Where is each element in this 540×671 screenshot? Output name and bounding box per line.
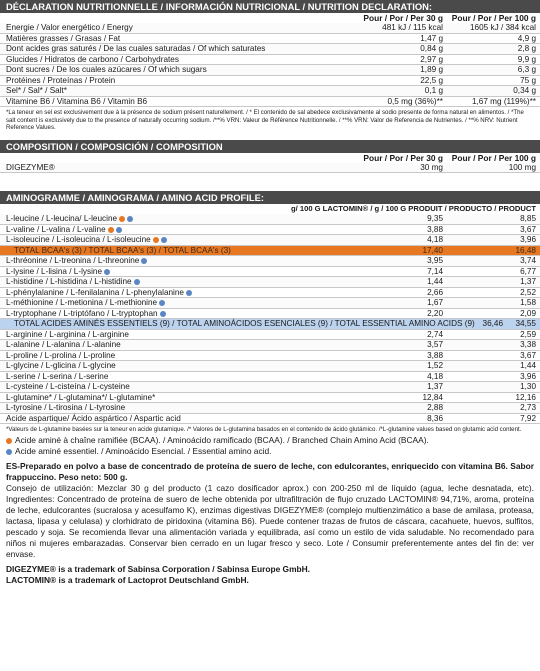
row-label: L-glycine / L-glicina / L-glycine (6, 361, 116, 371)
body-text (0, 461, 540, 586)
trademark-digezyme: DIGEZYME® is a trademark of Sabinsa Corporation / Sabinsa Europe GmbH. (6, 563, 311, 574)
row-value-col1: 17,40 (422, 245, 443, 255)
table-row (0, 393, 540, 404)
blue-dot-icon (186, 290, 192, 296)
row-label: L-tyrosine / L-tirosina / L-tyrosine (6, 403, 126, 413)
row-value-col2: 1,37 (520, 277, 536, 287)
table-row (0, 256, 540, 267)
row-label: Glucides / Hidratos de carbono / Carbohydrates (6, 54, 179, 64)
row-value-col1: 36,46 (482, 319, 504, 329)
row-label: L-histidine / L-histidina / L-histidine (0, 277, 358, 287)
table-row (0, 55, 540, 66)
table-row (0, 97, 540, 108)
composition-col1-header: Pour / Por / Per 30 g (363, 152, 443, 163)
table-row (0, 23, 540, 34)
row-value-col1: 3,88 (427, 224, 443, 234)
table-row (0, 246, 540, 257)
row-value-col1: 2,20 (427, 308, 443, 318)
row-value-col2: 0,34 g (513, 86, 536, 95)
orange-dot-icon (153, 237, 159, 243)
row-value-col1: 2,88 (427, 403, 443, 413)
row-label: L-lysine / L-lisina / L-lysine (0, 267, 358, 277)
orange-dot-icon (119, 216, 125, 222)
nutrition-col2-header: Pour / Por / Per 100 g (451, 13, 536, 23)
table-row (0, 351, 540, 362)
row-label: L-alanine / L-alanina / L-alanine (6, 340, 121, 350)
row-value-col2: 34,55 (515, 319, 536, 329)
row-value-col2: 2,09 (520, 308, 536, 318)
row-label: Acide aspartique/ Ácido aspártico / Aspartic acid (6, 413, 181, 423)
table-row (0, 44, 540, 55)
blue-dot-icon (116, 227, 122, 233)
row-value-col2: 2,73 (520, 403, 536, 413)
table-row (0, 214, 540, 225)
table-row (0, 65, 540, 76)
row-value-col2: 3,96 (520, 235, 536, 245)
table-row (0, 309, 540, 320)
table-row (0, 403, 540, 414)
row-label: L-glutamine* / L-glutamina*/ L-glutamine* (6, 392, 156, 402)
usage-ingredients: Consejo de utilización: Mezclar 30 g del producto (1 cazo dosificador aprox.) con 200-250 ml de líquido (agua, leche desnatada, etc). Ingredientes: Concentrado de proteína de suero de leche obtenida por ultrafiltración de flujo cruzado LACTOMIN® 94,71%, aroma, proteína de leche, edulcorantes (sucralosa y acesulfamo K), enzimas digestivas DIGEZYME® (complejo multienzimático a base de amilasa, proteasa, lactasa, lipasa y celulasa) y clorhidrato de piridoxina (vitamina B6). Puede contener trazas de frutos de cáscara, cacahuete, huevos, sulfitos, pescado y soja. Se recomienda llevar una alimentación variada y equilibrada, así como un estilo de vida saludable. No recomendado para niños ni mujeres embarazadas. Conservar bien cerrado en un lugar fresco y seco. Lote / Consumir preferentemente antes del fin de: ver envase. (6, 482, 534, 559)
row-value-col2: 100 mg (508, 162, 536, 172)
row-label: L-tryptophane / L-triptófano / L-tryptophan (0, 309, 358, 319)
row-value-col1: 1,89 g (420, 65, 443, 74)
legend-bcaa: Acide aminé à chaîne ramifiée (BCAA). / Aminoácido ramificado (BCAA). / Branched Chain Amino Acid (BCAA). (0, 435, 540, 446)
aminogram-col-header: g/ 100 G LACTOMIN® / g / 100 G PRODUIT / PRODUCTO / PRODUCT (291, 204, 536, 214)
row-value-col2: 9,9 g (517, 54, 536, 64)
row-value-col2: 1,58 (520, 298, 536, 308)
aminogram-title: AMINOGRAMME / AMINOGRAMA / AMINO ACID PROFILE: (0, 191, 540, 204)
row-label: L-thréonine / L-treonina / L-threonine (0, 256, 358, 266)
table-row (0, 288, 540, 299)
blue-dot-icon (6, 449, 12, 455)
row-value-col1: 12,84 (422, 392, 443, 402)
row-value-col2: 8,85 (520, 214, 536, 224)
nutrition-section (0, 0, 540, 132)
orange-dot-icon (108, 227, 114, 233)
row-value-col1: 1,44 (427, 277, 443, 287)
row-label: L-proline / L-prolina / L-proline (6, 350, 116, 360)
table-row (0, 34, 540, 45)
row-value-col1: 2,66 (427, 287, 443, 297)
row-value-col2: 75 g (520, 75, 536, 85)
table-row (0, 414, 540, 425)
nutrition-table (0, 23, 540, 107)
row-label: Energie / Valor energético / Energy (6, 23, 133, 32)
row-value-col1: 7,14 (427, 266, 443, 276)
nutrition-header (0, 13, 540, 23)
row-value-col2: 3,74 (520, 256, 536, 266)
aminogram-table (0, 214, 540, 424)
row-value-col1: 0,1 g (424, 86, 443, 95)
nutrition-title: DÉCLARATION NUTRITIONNELLE / INFORMACIÓN NUTRICIONAL / NUTRITION DECLARATION: (0, 0, 540, 13)
row-value-col2: 12,16 (515, 392, 536, 402)
row-label: Dont acides gras saturés / De las cuales saturadas / Of which saturates (6, 44, 266, 53)
trademark-lactomin: LACTOMIN® is a trademark of Lactoprot Deutschland GmbH. (6, 574, 249, 585)
blue-dot-icon (141, 258, 147, 264)
row-label: L-valine / L-valina / L-valine (0, 225, 358, 235)
row-value-col1: 2,74 (427, 329, 443, 339)
row-value-col2: 3,96 (520, 371, 536, 381)
table-row (0, 76, 540, 87)
row-value-col1: 3,88 (427, 350, 443, 360)
product-description: ES-Preparado en polvo a base de concentrado de proteína de suero de leche, con edulcorantes, enriquecido con vitamina B6. Sabor frappuccino. Peso neto: 500 g. (6, 460, 534, 482)
blue-dot-icon (160, 311, 166, 317)
blue-dot-icon (159, 300, 165, 306)
row-value-col1: 1,47 g (420, 33, 443, 43)
nutrition-note: *La teneur en sel est exclusivement due à la présence de sodium présent naturellement. / * El contenido de sal abedece exclusivamente al sodio presente de forma natural en alimentos. / *The salt content is exclusively due to the presence of naturally occurring sodium. /**% VRN: Valeur de Référence Nutritionnelle. / **% VRN: Valor de Referencia de Nutrientes. / **% NRV: Nutrient Reference Values. (6, 109, 524, 132)
row-label: Matières grasses / Grasas / Fat (6, 33, 121, 43)
table-row (0, 86, 540, 97)
row-value-col2: 1,67 mg (119%)** (471, 96, 536, 106)
row-value-col1: 22,5 g (420, 75, 443, 85)
table-row (0, 382, 540, 393)
row-value-col2: 1,30 (520, 382, 536, 392)
table-row (0, 163, 540, 174)
legend-essential: Acide aminé essentiel. / Aminoácido Esencial. / Essential amino acid. (0, 446, 540, 457)
row-value-col1: 1,52 (427, 361, 443, 371)
table-row (0, 319, 540, 330)
composition-title: COMPOSITION / COMPOSICIÓN / COMPOSITION (0, 140, 540, 153)
row-label: TOTAL BCAA's (3) / TOTAL BCAA's (3) / TOTAL BCAA's (3) (14, 245, 231, 255)
row-label: TOTAL ACIDES AMINÉS ESSENTIELS (9) / TOTAL AMINOÁCIDOS ESENCIALES (9) / TOTAL ESSENTIAL AMINO ACIDS (9) (14, 319, 475, 329)
table-row (0, 277, 540, 288)
table-row (0, 330, 540, 341)
row-label: Vitamine B6 / Vitamina B6 / Vitamin B6 (6, 96, 148, 106)
row-label: L-phénylalanine / L-fenilalanina / L-phenylalanine (0, 288, 358, 298)
row-value-col1: 3,57 (427, 340, 443, 350)
row-value-col1: 30 mg (420, 162, 443, 172)
table-row (0, 340, 540, 351)
row-value-col1: 1,37 (427, 382, 443, 392)
blue-dot-icon (127, 216, 133, 222)
row-value-col2: 1,44 (520, 361, 536, 371)
row-value-col2: 2,59 (520, 329, 536, 339)
row-value-col1: 9,35 (427, 214, 443, 224)
table-row (0, 361, 540, 372)
row-value-col2: 1605 kJ / 384 kcal (470, 23, 536, 32)
row-value-col1: 4,18 (427, 371, 443, 381)
table-row (0, 235, 540, 246)
composition-section (0, 140, 540, 174)
row-value-col1: 0,5 mg (36%)** (387, 96, 443, 106)
orange-dot-icon (6, 438, 12, 444)
row-label: L-arginine / L-arginina / L-arginine (6, 329, 129, 339)
row-value-col2: 3,38 (520, 340, 536, 350)
row-value-col2: 16,48 (515, 245, 536, 255)
aminogram-section (0, 191, 540, 457)
row-value-col2: 3,67 (520, 224, 536, 234)
row-label: L-leucine / L-leucina/ L-leucine (0, 214, 358, 224)
row-value-col1: 2,97 g (420, 54, 443, 64)
aminogram-header (0, 204, 540, 214)
blue-dot-icon (134, 279, 140, 285)
row-label: Sel* / Sal* / Salt* (6, 86, 67, 95)
row-label: L-méthionine / L-metionina / L-methionine (0, 298, 358, 308)
table-row (0, 225, 540, 236)
blue-dot-icon (161, 237, 167, 243)
row-value-col2: 6,3 g (517, 65, 536, 74)
nutrition-col1-header: Pour / Por / Per 30 g (363, 13, 443, 23)
row-value-col1: 0,84 g (420, 44, 443, 53)
row-value-col1: 3,95 (427, 256, 443, 266)
row-value-col2: 2,8 g (517, 44, 536, 53)
row-value-col2: 2,52 (520, 287, 536, 297)
composition-header (0, 153, 540, 163)
row-value-col1: 8,36 (427, 413, 443, 423)
table-row (0, 298, 540, 309)
row-value-col2: 3,67 (520, 350, 536, 360)
row-value-col2: 7,92 (520, 413, 536, 423)
aminogram-note: *Valeurs de L-glutamine basées sur la teneur en acide glutamique. /* Valores de L-glutamina basados en el contenido de ácido glutámico. /*L-glutamine values based on glutamic acid content. (6, 426, 522, 434)
table-row (0, 372, 540, 383)
row-label: Protéines / Proteínas / Protein (6, 75, 116, 85)
row-label: L-isoleucine / L-isoleucina / L-isoleucine (0, 235, 358, 245)
row-label: L-serine / L-serina / L-serine (6, 371, 109, 381)
row-label: L-cysteine / L-cisteína / L-cysteine (6, 382, 130, 392)
composition-col2-header: Pour / Por / Per 100 g (451, 152, 536, 163)
composition-table (0, 163, 540, 174)
row-value-col2: 4,9 g (517, 33, 536, 43)
row-value-col1: 481 kJ / 115 kcal (382, 23, 443, 32)
blue-dot-icon (104, 269, 110, 275)
row-value-col1: 4,18 (427, 235, 443, 245)
table-row (0, 267, 540, 278)
row-label: DIGEZYME® (6, 162, 55, 172)
row-label: Dont sucres / De los cuales azúcares / Of which sugars (6, 65, 207, 74)
row-value-col2: 6,77 (520, 266, 536, 276)
row-value-col1: 1,67 (427, 298, 443, 308)
